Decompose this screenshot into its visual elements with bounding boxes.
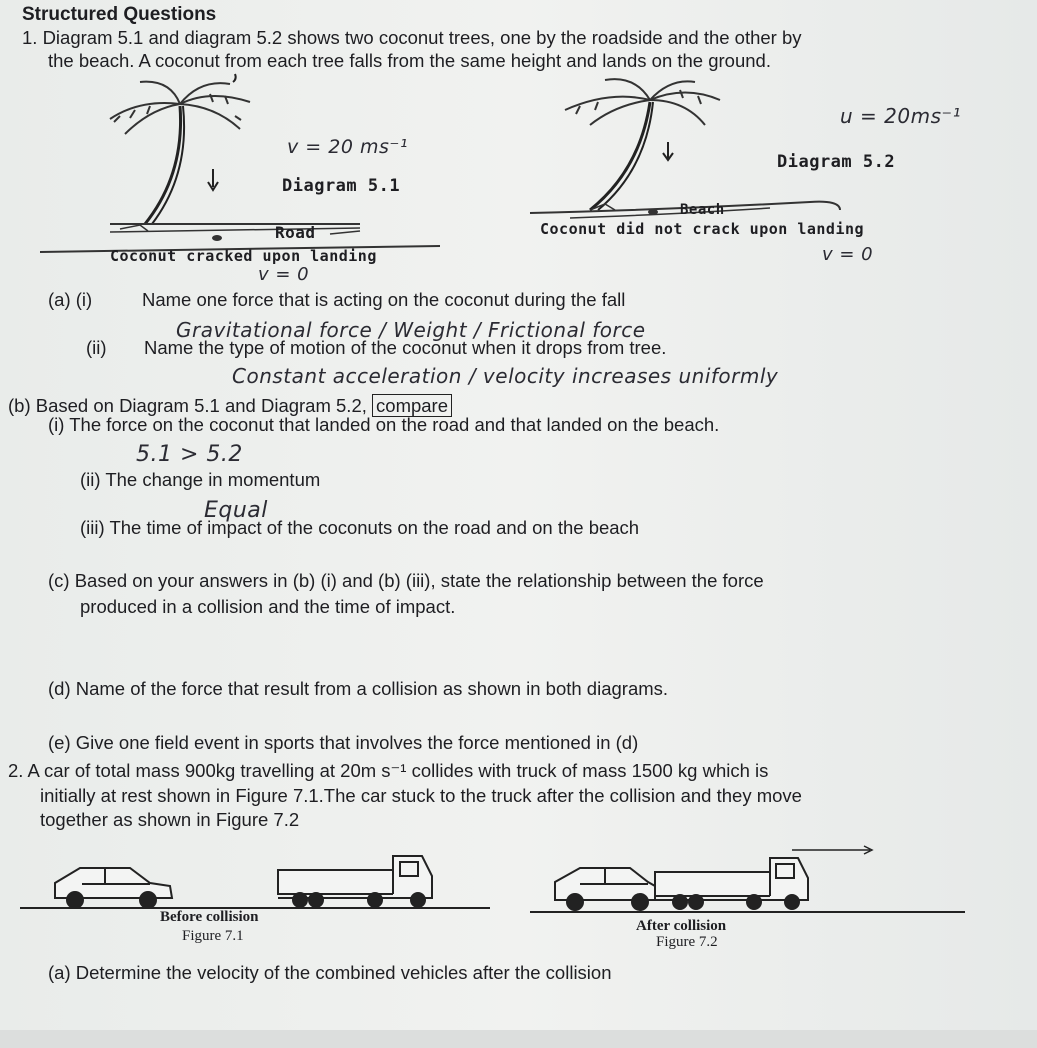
q1-intro-line2: the beach. A coconut from each tree falls from the same height and lands on the ground. [48,50,771,71]
q2-a-text: (a) Determine the velocity of the combined vehicles after the collision [48,962,612,983]
q1-b-ii-answer: Equal [204,498,268,523]
fig2-caption: After collision [636,918,727,934]
q1-a-ii-label: (ii) [86,337,107,358]
q1-d-text: (d) Name of the force that result from a collision as shown in both diagrams. [48,678,669,699]
q1-c-line2: produced in a collision and the time of impact. [80,596,456,617]
figure-7-1 [20,848,500,918]
diagram2-title: Diagram 5.2 [777,152,896,172]
figure-7-2 [530,840,970,920]
q1-a-i-label: (a) (i) [48,289,93,310]
motion-arrow-icon [792,846,872,854]
fig1-caption: Before collision [160,909,259,925]
q1-e-text: (e) Give one field event in sports that involves the force mentioned in (d) [48,732,639,753]
diagram1-caption: Coconut cracked upon landing [110,247,377,265]
q2-line2: initially at rest shown in Figure 7.1.The car stuck to the truck after the collision and they move [40,785,802,806]
page-bottom-edge [0,1030,1037,1048]
diagram2-v0-note: v = 0 [822,244,874,265]
q1-b-compare: compare [372,394,452,417]
diagram1-velocity-note: v = 20 ms⁻¹ [287,136,409,158]
q1-a-i-answer: Gravitational force / Weight / Frictional force [176,318,646,342]
car-icon [555,868,655,910]
q1-intro-line1: 1. Diagram 5.1 and diagram 5.2 shows two coconut trees, one by the roadside and the other by [22,27,802,48]
truck-icon [278,856,432,907]
diagram2-beach-label: Beach [680,202,725,218]
fig1-label: Figure 7.1 [182,928,244,944]
truck-icon [655,858,808,909]
fig2-label: Figure 7.2 [656,934,718,950]
q1-a-ii-answer: Constant acceleration / velocity increases uniformly [232,364,779,388]
q1-c-line1: (c) Based on your answers in (b) (i) and (b) (iii), state the relationship between the force [48,570,764,591]
q2-line1: 2. A car of total mass 900kg travelling at 20m s⁻¹ collides with truck of mass 1500 kg which is [8,760,769,781]
q1-b-prefix: (b) Based on Diagram 5.1 and Diagram 5.2, [8,395,367,416]
q1-b-i-text: (i) The force on the coconut that landed on the road and that landed on the beach. [48,414,720,435]
page-title: Structured Questions [22,4,217,25]
car-icon [55,868,172,908]
q2-line3: together as shown in Figure 7.2 [40,809,300,830]
diagram2-velocity-note: u = 20ms⁻¹ [840,104,962,128]
diagram2-caption: Coconut did not crack upon landing [540,220,865,238]
q1-b-ii-text: (ii) The change in momentum [80,469,321,490]
q1-a-ii-text: Name the type of motion of the coconut when it drops from tree. [144,337,667,358]
diagram1-v0-note: v = 0 [258,264,310,285]
q1-b-i-answer: 5.1 > 5.2 [136,442,243,467]
diagram1-title: Diagram 5.1 [282,176,401,196]
q1-b-iii-text: (iii) The time of impact of the coconuts on the road and on the beach [80,517,640,538]
palm-crown-icon [565,79,720,125]
diagram1-road-label: Road [275,223,316,242]
q1-a-i-text: Name one force that is acting on the coconut during the fall [142,289,626,310]
